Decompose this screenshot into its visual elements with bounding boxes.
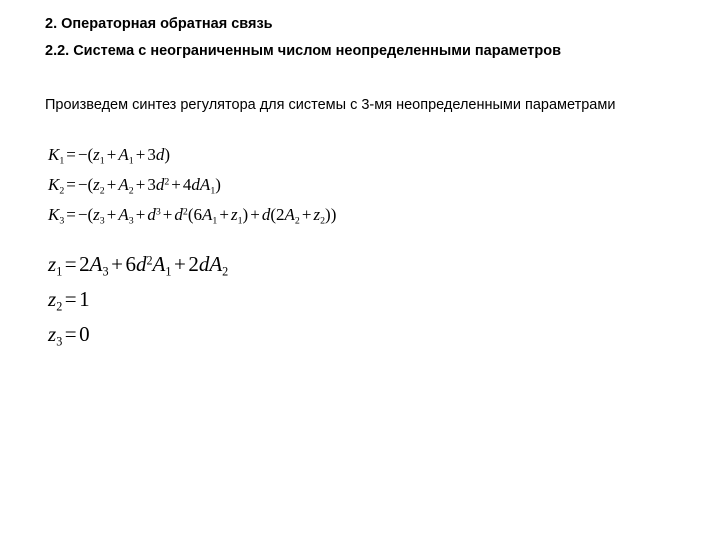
equation-k1: $K_1 = -(z_1 + A_1 + 3d)$ <box>48 145 171 167</box>
slide-heading-1: 2. Операторная обратная связь <box>45 16 273 32</box>
equation-z3: $z_3 = 0$ <box>48 322 90 349</box>
equation-k3: $K_3 = -(z_3 + A_3 + d^3 + d^2(6A_1 + z_1) + d(2A_2 + z_2))$ <box>48 205 337 227</box>
equation-k2: $K_2 = -(z_2 + A_2 + 3d^2 + 4dA_1)$ <box>48 175 221 197</box>
equation-z1: $z_1 = 2A_3 + 6d^2A_1 + 2dA_2$ <box>48 252 229 279</box>
intro-text: Произведем синтез регулятора для системы с 3-мя неопределенными параметрами <box>45 97 616 113</box>
equation-z2: $z_2 = 1$ <box>48 287 90 314</box>
slide-heading-2: 2.2. Система с неограниченным числом неопределенными параметров <box>45 43 561 59</box>
